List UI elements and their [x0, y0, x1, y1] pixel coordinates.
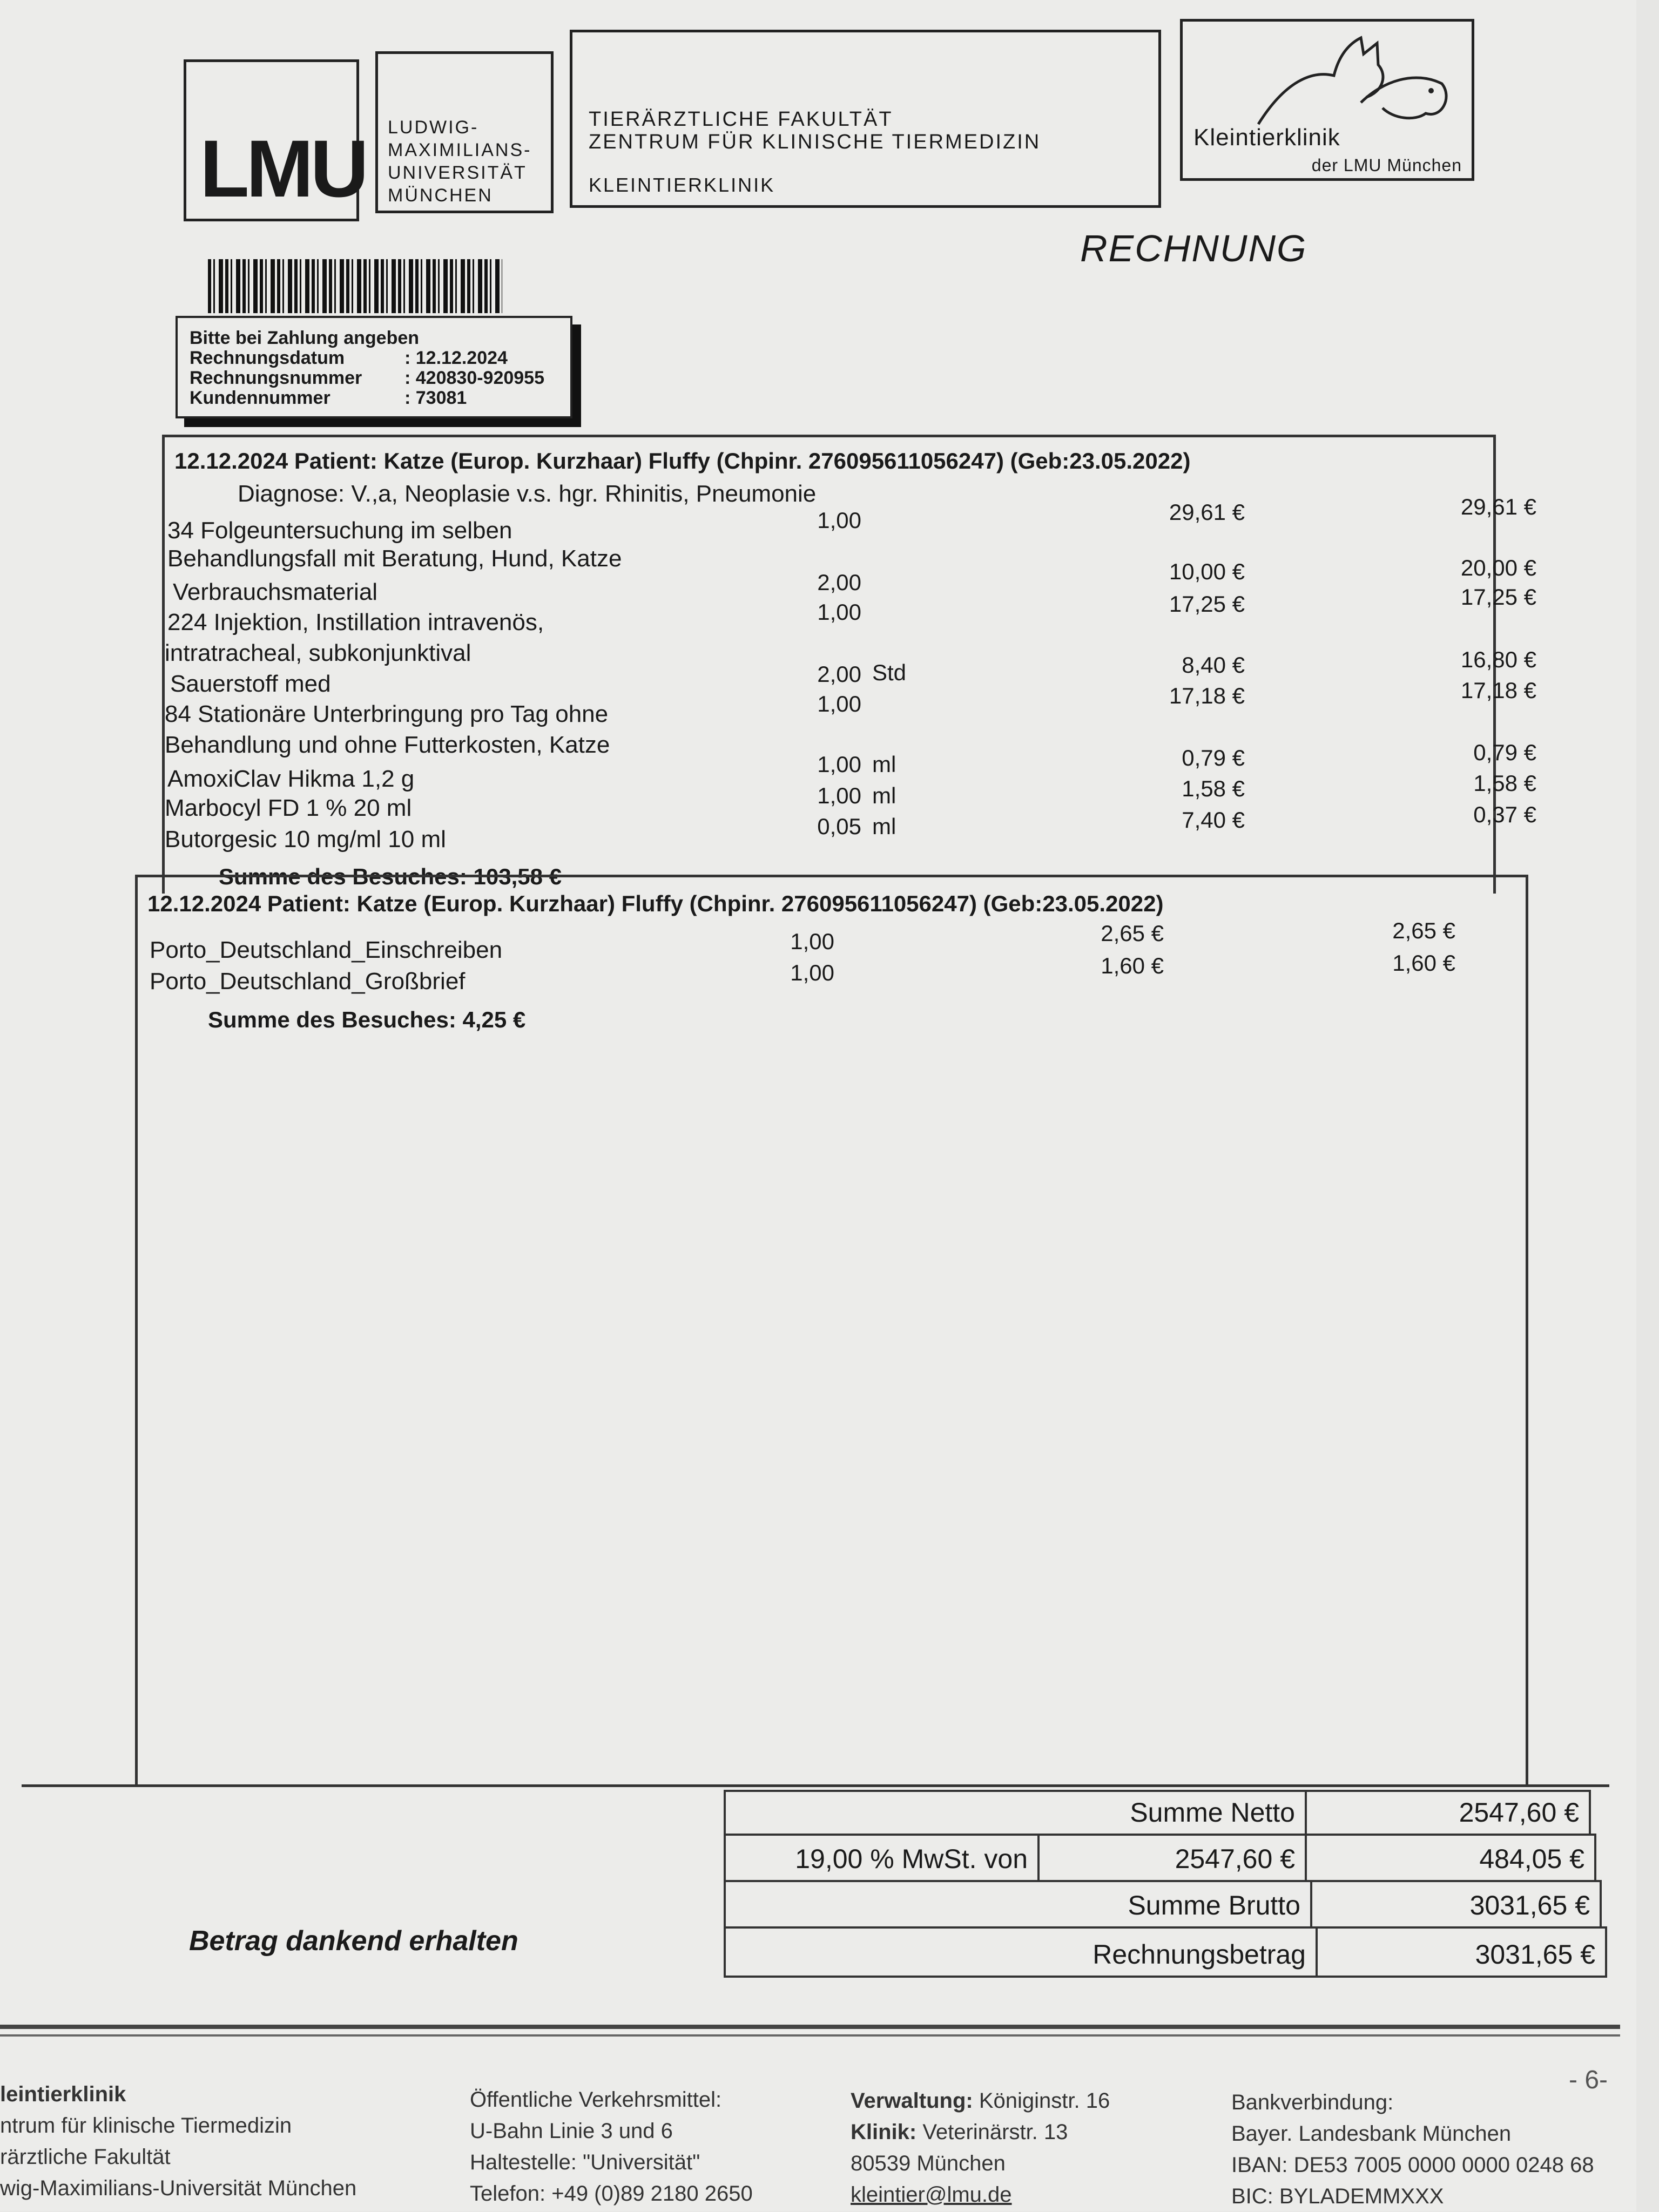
item-quantity: 1,00 [790, 960, 834, 985]
item-price: 17,18 € [1169, 683, 1245, 708]
item-description: AmoxiClav Hikma 1,2 g [167, 766, 415, 792]
footer-label: Verwaltung: [851, 2089, 973, 2113]
invoice-date-value: : 12.12.2024 [404, 348, 508, 368]
customer-number-label: Kundennummer [190, 388, 331, 408]
item-unit: ml [872, 814, 896, 839]
payment-info-box [176, 316, 572, 418]
item-total: 0,37 € [1473, 802, 1536, 827]
betrag-label: Rechnungsbetrag [1092, 1939, 1306, 1970]
document-title: RECHNUNG [1080, 227, 1307, 269]
footer-line: ntrum für klinische Tiermedizin [0, 2114, 292, 2137]
clinic-logo-box [1180, 19, 1474, 181]
visit-header: 12.12.2024 Patient: Katze (Europ. Kurzhaar) Fluffy (Chpinr. 276095611056247) (Geb:23.05.2022) [174, 448, 1191, 473]
footer-clinic [0, 2079, 356, 2204]
item-quantity: 1,00 [817, 752, 861, 777]
faculty-box [570, 30, 1161, 208]
footer-line: U-Bahn Linie 3 und 6 [470, 2119, 673, 2143]
item-price: 29,61 € [1169, 499, 1245, 525]
footer-label: Klinik: [851, 2120, 917, 2144]
faculty-line1: TIERÄRZTLICHE FAKULTÄT [589, 108, 893, 131]
mwst-label-cell [724, 1834, 1040, 1882]
clinic-logo-subtitle: der LMU München [1311, 155, 1462, 175]
item-description: 224 Injektion, Instillation intravenös, [167, 609, 544, 635]
clinic-logo-title: Kleintierklinik [1193, 124, 1340, 151]
invoice-number-value: : 420830-920955 [404, 368, 545, 388]
item-quantity: 1,00 [817, 599, 861, 625]
item-total: 17,18 € [1460, 678, 1536, 703]
university-name-box [375, 51, 554, 213]
department-name: KLEINTIERKLINIK [589, 174, 775, 196]
visit-sum: Summe des Besuches: 103,58 € [219, 864, 562, 889]
mwst-label: 19,00 % MwSt. von [795, 1844, 1028, 1874]
item-quantity: 0,05 [817, 814, 861, 839]
item-price: 10,00 € [1169, 559, 1245, 584]
footer-transport [470, 2084, 753, 2209]
item-total: 29,61 € [1460, 494, 1536, 519]
mwst-value-cell [1305, 1834, 1596, 1882]
visit-section [162, 435, 1536, 894]
item-price: 2,65 € [1101, 921, 1164, 946]
item-description: Butorgesic 10 mg/ml 10 ml [165, 826, 446, 853]
brutto-value: 3031,65 € [1469, 1890, 1590, 1920]
footer-line: Haltestelle: "Universität" [470, 2150, 700, 2174]
footer-line: Veterinärstr. 13 [922, 2120, 1068, 2144]
item-total: 2,65 € [1392, 918, 1455, 943]
item-total: 1,58 € [1473, 770, 1536, 796]
university-line: UNIVERSITÄT [388, 163, 527, 183]
item-description: Porto_Deutschland_Großbrief [150, 968, 466, 995]
university-line: MÜNCHEN [388, 185, 493, 206]
item-description: Porto_Deutschland_Einschreiben [150, 937, 503, 963]
mwst-base-cell [1037, 1834, 1307, 1882]
item-description: Behandlungsfall mit Beratung, Hund, Katze [167, 545, 622, 572]
betrag-value: 3031,65 € [1475, 1939, 1595, 1970]
item-description: Marbocyl FD 1 % 20 ml [165, 795, 412, 821]
footer-line: Öffentliche Verkehrsmittel: [470, 2088, 722, 2112]
footer-email-link[interactable]: kleintier@lmu.de [851, 2183, 1012, 2207]
mwst-value: 484,05 € [1479, 1844, 1584, 1874]
visit-sum: Summe des Besuches: 4,25 € [208, 1007, 526, 1032]
item-price: 1,60 € [1101, 953, 1164, 978]
footer-line: wig-Maximilians-Universität München [0, 2176, 357, 2200]
item-unit: Std [872, 660, 907, 685]
betrag-value-cell [1316, 1926, 1607, 1978]
netto-value: 2547,60 € [1459, 1797, 1579, 1828]
item-price: 8,40 € [1182, 652, 1245, 678]
item-total: 20,00 € [1460, 555, 1536, 580]
invoice-date-label: Rechnungsdatum [190, 348, 345, 368]
item-description: 84 Stationäre Unterbringung pro Tag ohne [165, 701, 609, 727]
footer-line: Bankverbindung: [1231, 2091, 1394, 2114]
brutto-label: Summe Brutto [1128, 1890, 1300, 1920]
barcode [208, 259, 502, 313]
cat-dog-logo-icon [1253, 32, 1458, 130]
faculty-line2: ZENTRUM FÜR KLINISCHE TIERMEDIZIN [589, 131, 1041, 153]
item-description: Verbrauchsmaterial [173, 579, 378, 605]
item-price: 0,79 € [1182, 745, 1245, 770]
lmu-logo [184, 59, 366, 221]
item-description: 34 Folgeuntersuchung im selben [167, 517, 512, 544]
item-price: 17,25 € [1169, 591, 1245, 617]
received-note: Betrag dankend erhalten [189, 1925, 518, 1957]
footer-line: Bayer. Landesbank München [1231, 2122, 1512, 2146]
item-total: 0,79 € [1473, 740, 1536, 765]
item-quantity: 1,00 [817, 691, 861, 716]
netto-label-cell [724, 1790, 1307, 1836]
footer-line: Telefon: +49 (0)89 2180 2650 [470, 2182, 753, 2206]
item-quantity: 1,00 [817, 508, 861, 533]
visit-header: 12.12.2024 Patient: Katze (Europ. Kurzhaar) Fluffy (Chpinr. 276095611056247) (Geb:23.05.2022) [147, 891, 1164, 916]
item-description: intratracheal, subkonjunktival [165, 640, 471, 666]
betrag-label-cell [724, 1926, 1318, 1978]
footer-address [851, 2085, 1110, 2210]
brutto-value-cell [1310, 1880, 1602, 1929]
page-number: - 6- [1569, 2066, 1608, 2094]
lmu-logo-text: LMU [200, 123, 366, 214]
item-quantity: 2,00 [817, 570, 861, 595]
item-description: Sauerstoff med [170, 671, 331, 697]
item-quantity: 1,00 [817, 783, 861, 808]
footer-line: rärztliche Fakultät [0, 2145, 171, 2169]
netto-label: Summe Netto [1130, 1797, 1295, 1828]
payment-info-heading: Bitte bei Zahlung angeben [190, 328, 420, 348]
footer-divider [0, 2025, 1620, 2029]
mwst-base-value: 2547,60 € [1175, 1844, 1295, 1874]
visit-section [135, 875, 1528, 1787]
item-quantity: 2,00 [817, 661, 861, 687]
footer-divider [0, 2034, 1620, 2037]
item-price: 1,58 € [1182, 776, 1245, 801]
footer-line: IBAN: DE53 7005 0000 0000 0248 68 [1231, 2153, 1594, 2177]
item-price: 7,40 € [1182, 807, 1245, 833]
university-line: LUDWIG- [388, 117, 479, 138]
customer-number-value: : 73081 [404, 388, 467, 408]
netto-value-cell [1305, 1790, 1591, 1836]
diagnosis: Diagnose: V.,a, Neoplasie v.s. hgr. Rhinitis, Pneumonie [238, 481, 817, 507]
item-unit: ml [872, 783, 896, 808]
footer-line: leintierklinik [0, 2082, 126, 2106]
footer-line: 80539 München [851, 2152, 1006, 2175]
footer-bank [1231, 2087, 1594, 2212]
item-total: 17,25 € [1460, 584, 1536, 610]
footer-line: BIC: BYLADEMMXXX [1231, 2184, 1444, 2208]
item-total: 16,80 € [1460, 647, 1536, 672]
item-quantity: 1,00 [790, 929, 834, 954]
university-line: MAXIMILIANS- [388, 140, 532, 160]
footer-line: Königinstr. 16 [979, 2089, 1110, 2113]
invoice-number-label: Rechnungsnummer [190, 368, 362, 388]
item-unit: ml [872, 752, 896, 777]
brutto-label-cell [724, 1880, 1312, 1929]
item-total: 1,60 € [1392, 950, 1455, 976]
item-description: Behandlung und ohne Futterkosten, Katze [165, 732, 610, 758]
